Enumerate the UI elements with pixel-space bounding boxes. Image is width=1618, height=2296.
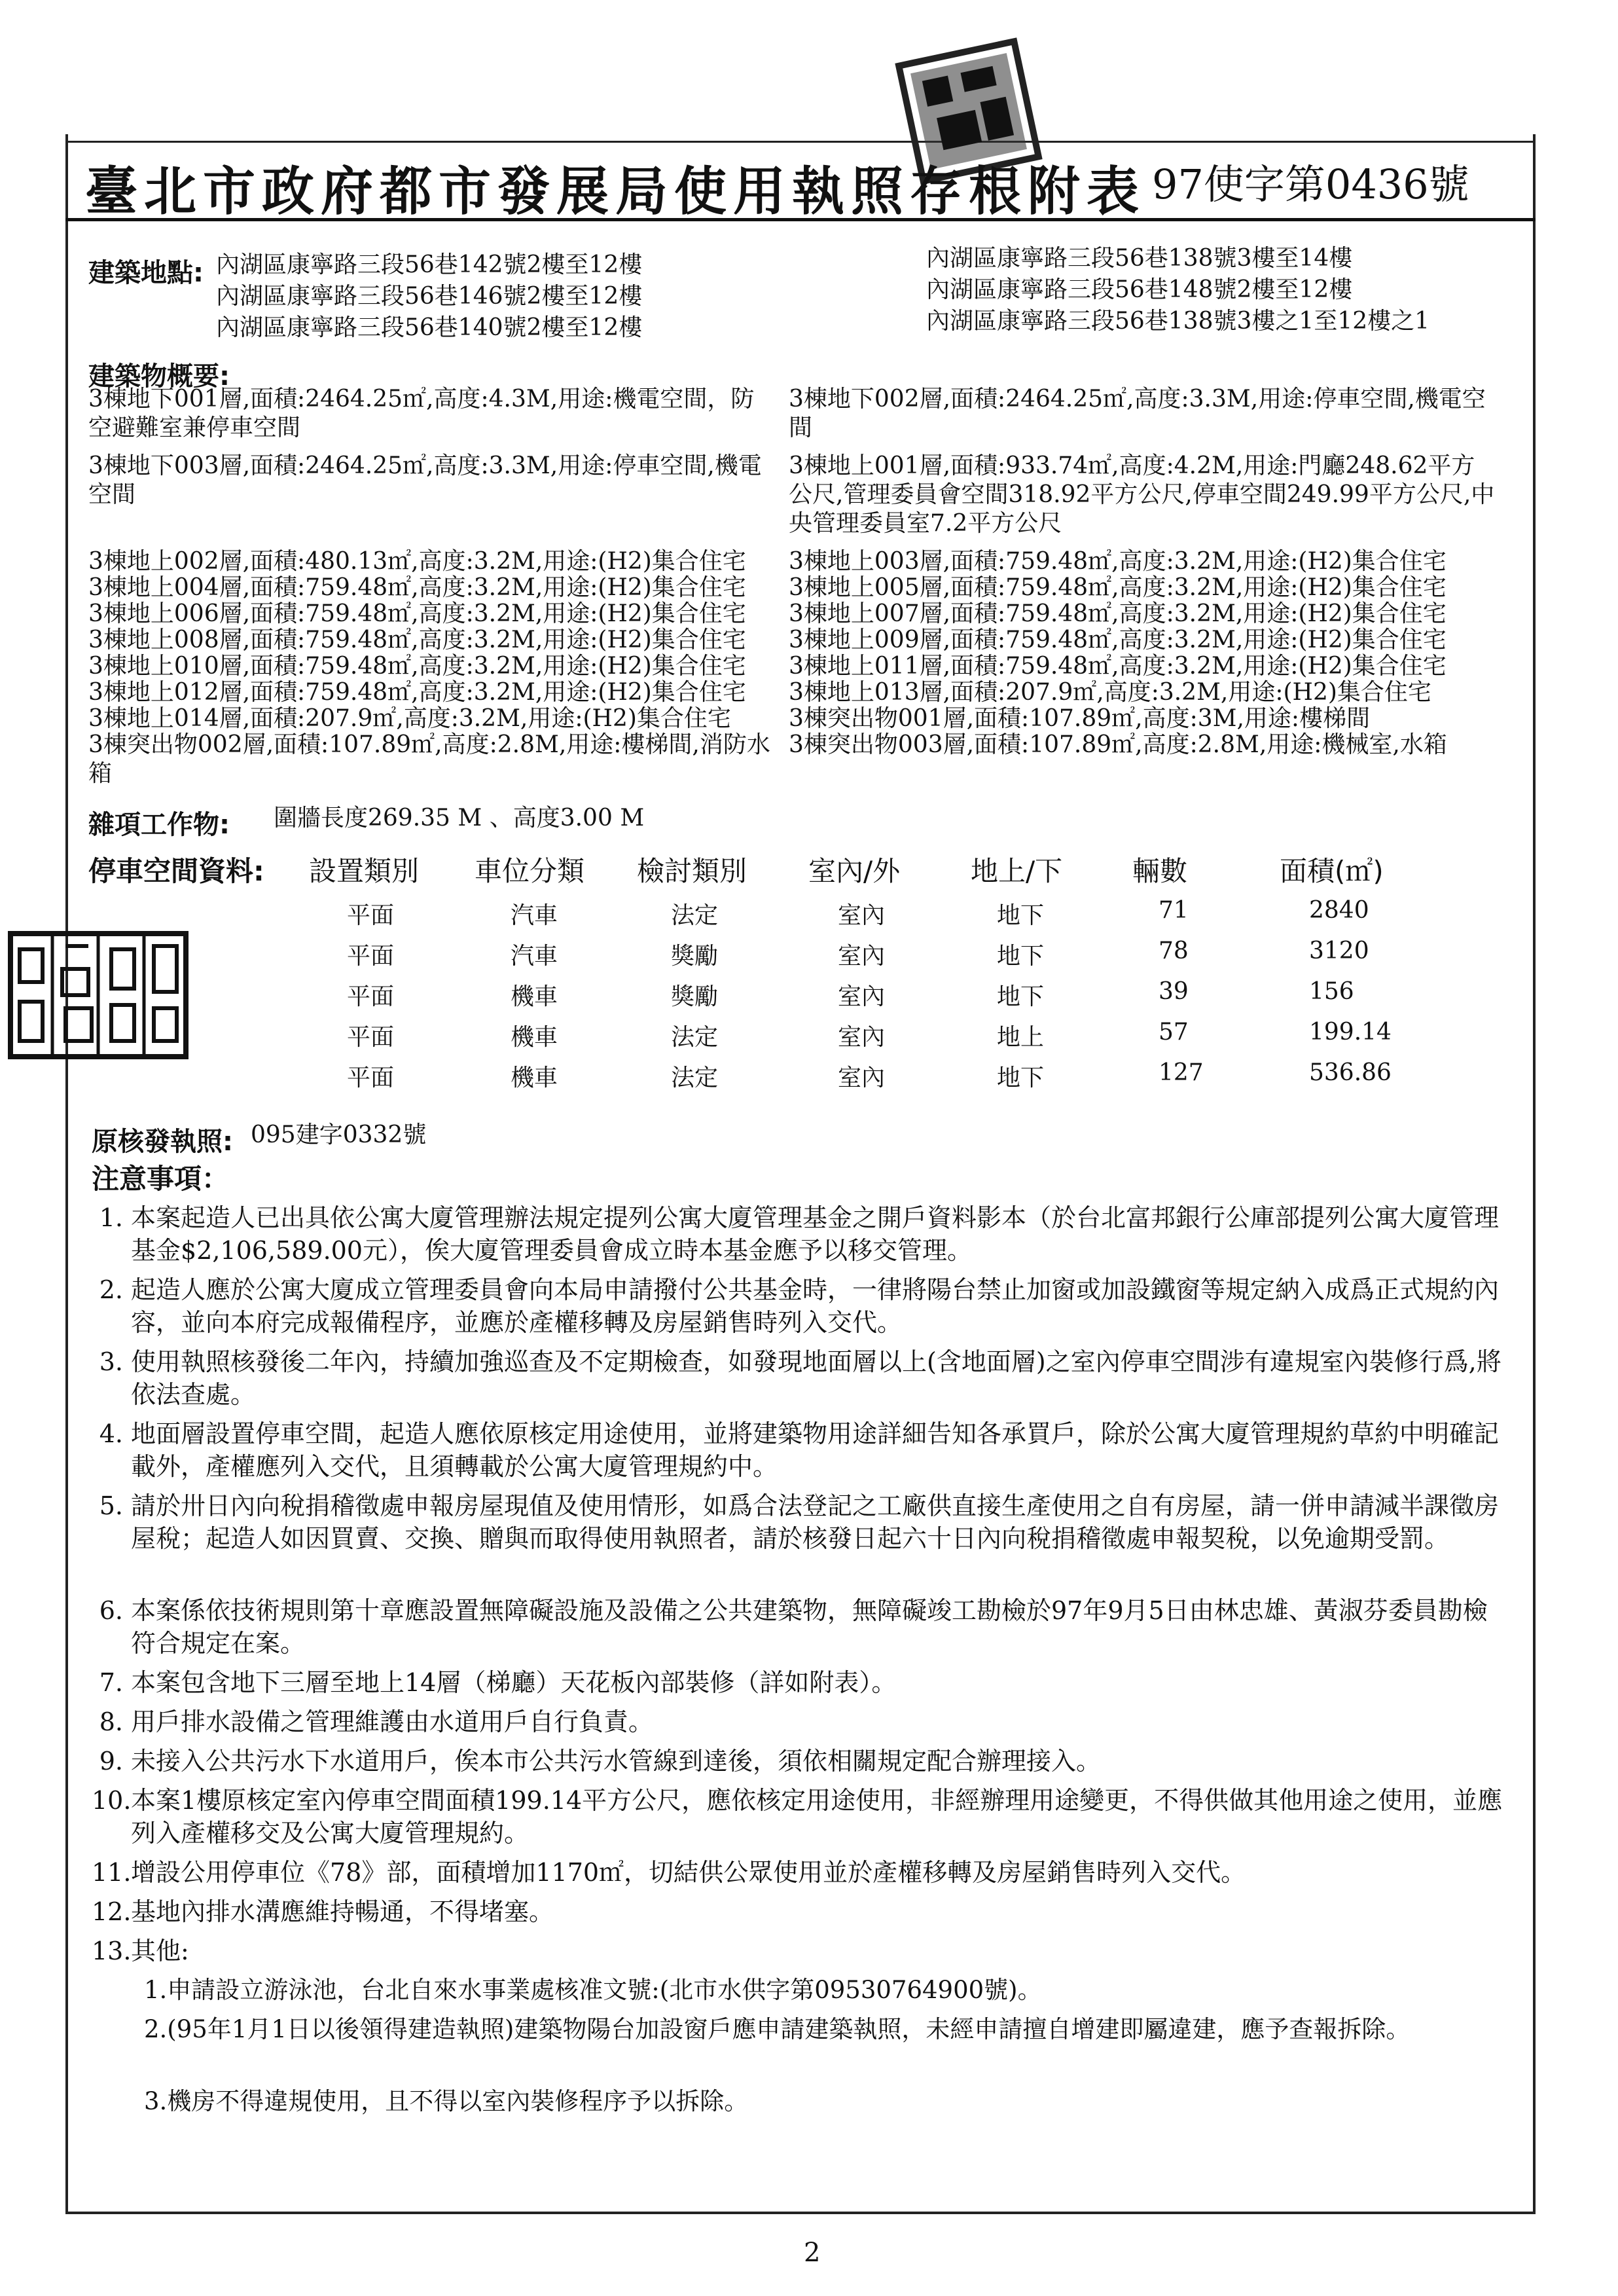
parking-cell: 室內 bbox=[838, 1024, 886, 1051]
summary-row: 3棟地上011層,面積:759.48㎡,高度:3.2M,用途:(H2)集合住宅 bbox=[789, 653, 1447, 680]
summary-row: 3棟地上003層,面積:759.48㎡,高度:3.2M,用途:(H2)集合住宅 bbox=[789, 548, 1447, 575]
summary-row: 3棟地上005層,面積:759.48㎡,高度:3.2M,用途:(H2)集合住宅 bbox=[789, 574, 1447, 601]
table-row bbox=[0, 897, 1618, 930]
note-text: 未接入公共污水下水道用戶，俟本市公共污水管線到達後，須依相關規定配合辦理接入。 bbox=[131, 1747, 1102, 1776]
parking-cell: 3120 bbox=[1309, 938, 1369, 964]
note-number: 11. bbox=[92, 1858, 132, 1887]
document-title: 臺北市政府都市發展局使用執照存根附表 bbox=[85, 160, 1145, 222]
table-row bbox=[0, 1019, 1618, 1051]
note-item bbox=[92, 1935, 1512, 1967]
note-number: 5. bbox=[99, 1491, 123, 1520]
parking-cell: 機車 bbox=[511, 1024, 558, 1051]
summary-block: 3棟地下001層,面積:2464.25㎡,高度:4.3M,用途:機電空間，防空避難室兼停車空間 bbox=[88, 386, 755, 441]
parking-cell: 平面 bbox=[347, 943, 395, 970]
parking-cell: 地下 bbox=[997, 1065, 1045, 1091]
parking-cell: 獎勵 bbox=[671, 943, 719, 970]
parking-cell: 平面 bbox=[347, 1065, 395, 1091]
summary-row: 3棟地上014層,面積:207.9㎡,高度:3.2M,用途:(H2)集合住宅 bbox=[88, 705, 731, 732]
summary-block: 3棟地下003層,面積:2464.25㎡,高度:3.3M,用途:停車空間,機電空間 bbox=[88, 452, 762, 508]
note-item bbox=[92, 1666, 1512, 1699]
building-summary-label: 建築物概要: bbox=[88, 361, 230, 392]
parking-cell: 機車 bbox=[511, 983, 558, 1010]
note-item bbox=[92, 1895, 1512, 1928]
parking-cell: 獎勵 bbox=[671, 983, 719, 1010]
note-item bbox=[92, 1201, 1512, 1267]
parking-cell: 199.14 bbox=[1309, 1019, 1392, 1046]
parking-header: 輛數 bbox=[1132, 855, 1188, 887]
page-number: 2 bbox=[804, 2238, 821, 2268]
summary-row: 3棟地上007層,面積:759.48㎡,高度:3.2M,用途:(H2)集合住宅 bbox=[789, 600, 1447, 627]
note-item bbox=[92, 1417, 1512, 1483]
address-label: 建築地點: bbox=[88, 258, 204, 288]
address-line: 內湖區康寧路三段56巷146號2樓至12樓 bbox=[216, 283, 643, 310]
note-sub-item: 1.申請設立游泳池，台北自來水事業處核准文號:(北市水供字第09530764900號)。 bbox=[144, 1976, 1042, 2004]
note-text: 本案1樓原核定室內停車空間面積199.14平方公尺，應依核定用途使用，非經辦理用途變更，不得供做其他用途之使用，並應列入產權移交及公寓大廈管理規約。 bbox=[131, 1786, 1503, 1848]
note-text: 基地內排水溝應維持暢通，不得堵塞。 bbox=[131, 1897, 554, 1926]
parking-cell: 室內 bbox=[838, 902, 886, 929]
address-line: 內湖區康寧路三段56巷148號2樓至12樓 bbox=[926, 276, 1353, 303]
note-text: 用戶排水設備之管理維護由水道用戶自行負責。 bbox=[131, 1707, 654, 1736]
note-text: 本案係依技術規則第十章應設置無障礙設施及設備之公共建築物，無障礙竣工勘檢於97年9月5日由林忠雄、黃淑芬委員勘檢符合規定在案。 bbox=[131, 1596, 1488, 1658]
parking-header: 地上/下 bbox=[971, 855, 1063, 887]
parking-header: 室內/外 bbox=[808, 855, 901, 887]
parking-cell: 法定 bbox=[671, 1024, 719, 1051]
parking-cell: 地上 bbox=[997, 1024, 1045, 1051]
address-line: 內湖區康寧路三段56巷140號2樓至12樓 bbox=[216, 314, 643, 341]
note-item bbox=[92, 1594, 1512, 1660]
summary-row: 3棟突出物001層,面積:107.89㎡,高度:3M,用途:樓梯間 bbox=[789, 705, 1371, 732]
note-item bbox=[92, 1489, 1512, 1555]
original-permit-value: 095建字0332號 bbox=[251, 1121, 427, 1148]
note-number: 3. bbox=[99, 1347, 123, 1376]
note-item bbox=[92, 1705, 1512, 1738]
parking-label: 停車空間資料: bbox=[88, 855, 264, 887]
parking-cell: 39 bbox=[1159, 978, 1189, 1005]
parking-header: 檢討類別 bbox=[637, 855, 747, 887]
address-line: 內湖區康寧路三段56巷142號2樓至12樓 bbox=[216, 251, 643, 278]
note-text: 本案起造人已出具依公寓大廈管理辦法規定提列公寓大廈管理基金之開戶資料影本（於台北富邦銀行公庫部提列公寓大廈管理基金$2,106,589.00元），俟大廈管理委員會成立時本基金應予以移交管理。 bbox=[131, 1203, 1500, 1265]
note-number: 2. bbox=[99, 1275, 123, 1304]
note-sub-item: 3.機房不得違規使用，且不得以室內裝修程序予以拆除。 bbox=[144, 2087, 749, 2115]
note-number: 12. bbox=[92, 1897, 132, 1926]
misc-works-value: 圍牆長度269.35 M 、高度3.00 M bbox=[274, 805, 645, 831]
parking-cell: 汽車 bbox=[511, 902, 558, 929]
frame-bottom-rule bbox=[65, 2212, 1536, 2214]
note-item bbox=[92, 1856, 1512, 1889]
note-text: 本案包含地下三層至地上14層（梯廳）天花板內部裝修（詳如附表）。 bbox=[131, 1668, 897, 1697]
frame-left-rule bbox=[65, 134, 68, 2213]
note-text: 請於卅日內向稅捐稽徵處申報房屋現值及使用情形，如爲合法登記之工廠供直接生產使用之自有房屋，請一併申請減半課徵房屋稅；起造人如因買賣、交換、贈與而取得使用執照者，請於核發日起六十日內向稅捐稽徵處申報契稅，以免逾期受罰。 bbox=[131, 1491, 1500, 1553]
summary-row: 3棟地上009層,面積:759.48㎡,高度:3.2M,用途:(H2)集合住宅 bbox=[789, 627, 1447, 653]
summary-row: 3棟地上008層,面積:759.48㎡,高度:3.2M,用途:(H2)集合住宅 bbox=[88, 627, 746, 653]
summary-row: 3棟地上006層,面積:759.48㎡,高度:3.2M,用途:(H2)集合住宅 bbox=[88, 600, 746, 627]
note-text: 其他: bbox=[131, 1937, 189, 1965]
parking-cell: 平面 bbox=[347, 1024, 395, 1051]
summary-row: 3棟地上013層,面積:207.9㎡,高度:3.2M,用途:(H2)集合住宅 bbox=[789, 679, 1431, 706]
note-number: 9. bbox=[99, 1747, 123, 1776]
summary-block: 3棟地下002層,面積:2464.25㎡,高度:3.3M,用途:停車空間,機電空間 bbox=[789, 386, 1486, 441]
frame-right-rule bbox=[1533, 134, 1536, 2213]
parking-cell: 法定 bbox=[671, 902, 719, 929]
parking-cell: 156 bbox=[1309, 978, 1354, 1005]
table-row bbox=[0, 938, 1618, 970]
notes-label: 注意事項： bbox=[92, 1163, 230, 1195]
summary-row: 3棟地上012層,面積:759.48㎡,高度:3.2M,用途:(H2)集合住宅 bbox=[88, 679, 746, 706]
note-number: 6. bbox=[99, 1596, 123, 1625]
original-permit-label: 原核發執照: bbox=[92, 1127, 233, 1157]
note-number: 8. bbox=[99, 1707, 123, 1736]
parking-cell: 機車 bbox=[511, 1065, 558, 1091]
summary-row: 3棟地上010層,面積:759.48㎡,高度:3.2M,用途:(H2)集合住宅 bbox=[88, 653, 746, 680]
note-text: 使用執照核發後二年內，持續加強巡查及不定期檢查，如發現地面層以上(含地面層)之室內停車空間涉有違規室內裝修行爲,將依法查處。 bbox=[131, 1347, 1501, 1409]
note-number: 1. bbox=[99, 1203, 123, 1232]
parking-cell: 汽車 bbox=[511, 943, 558, 970]
parking-cell: 地下 bbox=[997, 902, 1045, 929]
parking-cell: 71 bbox=[1159, 897, 1189, 924]
parking-cell: 127 bbox=[1159, 1059, 1204, 1086]
permit-number: 97使字第0436號 bbox=[1152, 160, 1469, 208]
summary-block: 3棟地上001層,面積:933.74㎡,高度:4.2M,用途:門廳248.62平方公尺,管理委員會空間318.92平方公尺,停車空間249.99平方公尺,中央管理委員室7.2平方公尺 bbox=[789, 452, 1495, 537]
table-row bbox=[0, 1059, 1618, 1092]
parking-cell: 地下 bbox=[997, 983, 1045, 1010]
parking-header: 車位分類 bbox=[475, 855, 585, 887]
frame-top-rule bbox=[65, 141, 1536, 143]
parking-cell: 室內 bbox=[838, 943, 886, 970]
parking-header: 面積(㎡) bbox=[1280, 855, 1384, 887]
summary-row: 3棟地上002層,面積:480.13㎡,高度:3.2M,用途:(H2)集合住宅 bbox=[88, 548, 746, 575]
note-text: 地面層設置停車空間，起造人應依原核定用途使用，並將建築物用途詳細告知各承買戶，除於公寓大廈管理規約草約中明確記載外，產權應列入交代，且須轉載於公寓大廈管理規約中。 bbox=[131, 1419, 1500, 1481]
parking-cell: 57 bbox=[1159, 1019, 1189, 1046]
address-line: 內湖區康寧路三段56巷138號3樓至14樓 bbox=[926, 245, 1353, 272]
parking-cell: 地下 bbox=[997, 943, 1045, 970]
parking-cell: 2840 bbox=[1309, 897, 1369, 924]
table-row bbox=[0, 978, 1618, 1011]
note-text: 增設公用停車位《78》部，面積增加1170㎡，切結供公眾使用並於產權移轉及房屋銷售時列入交代。 bbox=[131, 1858, 1246, 1887]
note-item bbox=[92, 1345, 1512, 1411]
parking-cell: 室內 bbox=[838, 1065, 886, 1091]
note-number: 4. bbox=[99, 1419, 123, 1448]
summary-block: 3棟突出物002層,面積:107.89㎡,高度:2.8M,用途:樓梯間,消防水箱 bbox=[88, 731, 770, 787]
note-sub-item: 2.(95年1月1日以後領得建造執照)建築物陽台加設窗戶應申請建築執照，未經申請擅自增建即屬違建，應予查報拆除。 bbox=[144, 2015, 1411, 2043]
misc-works-label: 雜項工作物: bbox=[88, 810, 230, 840]
note-number: 10. bbox=[92, 1786, 132, 1815]
note-item bbox=[92, 1273, 1512, 1339]
summary-row: 3棟地上004層,面積:759.48㎡,高度:3.2M,用途:(H2)集合住宅 bbox=[88, 574, 746, 601]
parking-header: 設置類別 bbox=[309, 855, 420, 887]
note-number: 13. bbox=[92, 1937, 132, 1965]
parking-cell: 536.86 bbox=[1309, 1059, 1392, 1086]
parking-cell: 平面 bbox=[347, 902, 395, 929]
parking-cell: 室內 bbox=[838, 983, 886, 1010]
parking-cell: 平面 bbox=[347, 983, 395, 1010]
parking-cell: 78 bbox=[1159, 938, 1189, 964]
summary-row: 3棟突出物003層,面積:107.89㎡,高度:2.8M,用途:機械室,水箱 bbox=[789, 731, 1447, 758]
note-text: 起造人應於公寓大廈成立管理委員會向本局申請撥付公共基金時，一律將陽台禁止加窗或加設鐵窗等規定納入成爲正式規約內容，並向本府完成報備程序，並應於產權移轉及房屋銷售時列入交代。 bbox=[131, 1275, 1500, 1337]
note-number: 7. bbox=[99, 1668, 123, 1697]
note-item bbox=[92, 1745, 1512, 1777]
note-item bbox=[92, 1784, 1512, 1850]
parking-cell: 法定 bbox=[671, 1065, 719, 1091]
address-line: 內湖區康寧路三段56巷138號3樓之1至12樓之1 bbox=[926, 308, 1430, 335]
